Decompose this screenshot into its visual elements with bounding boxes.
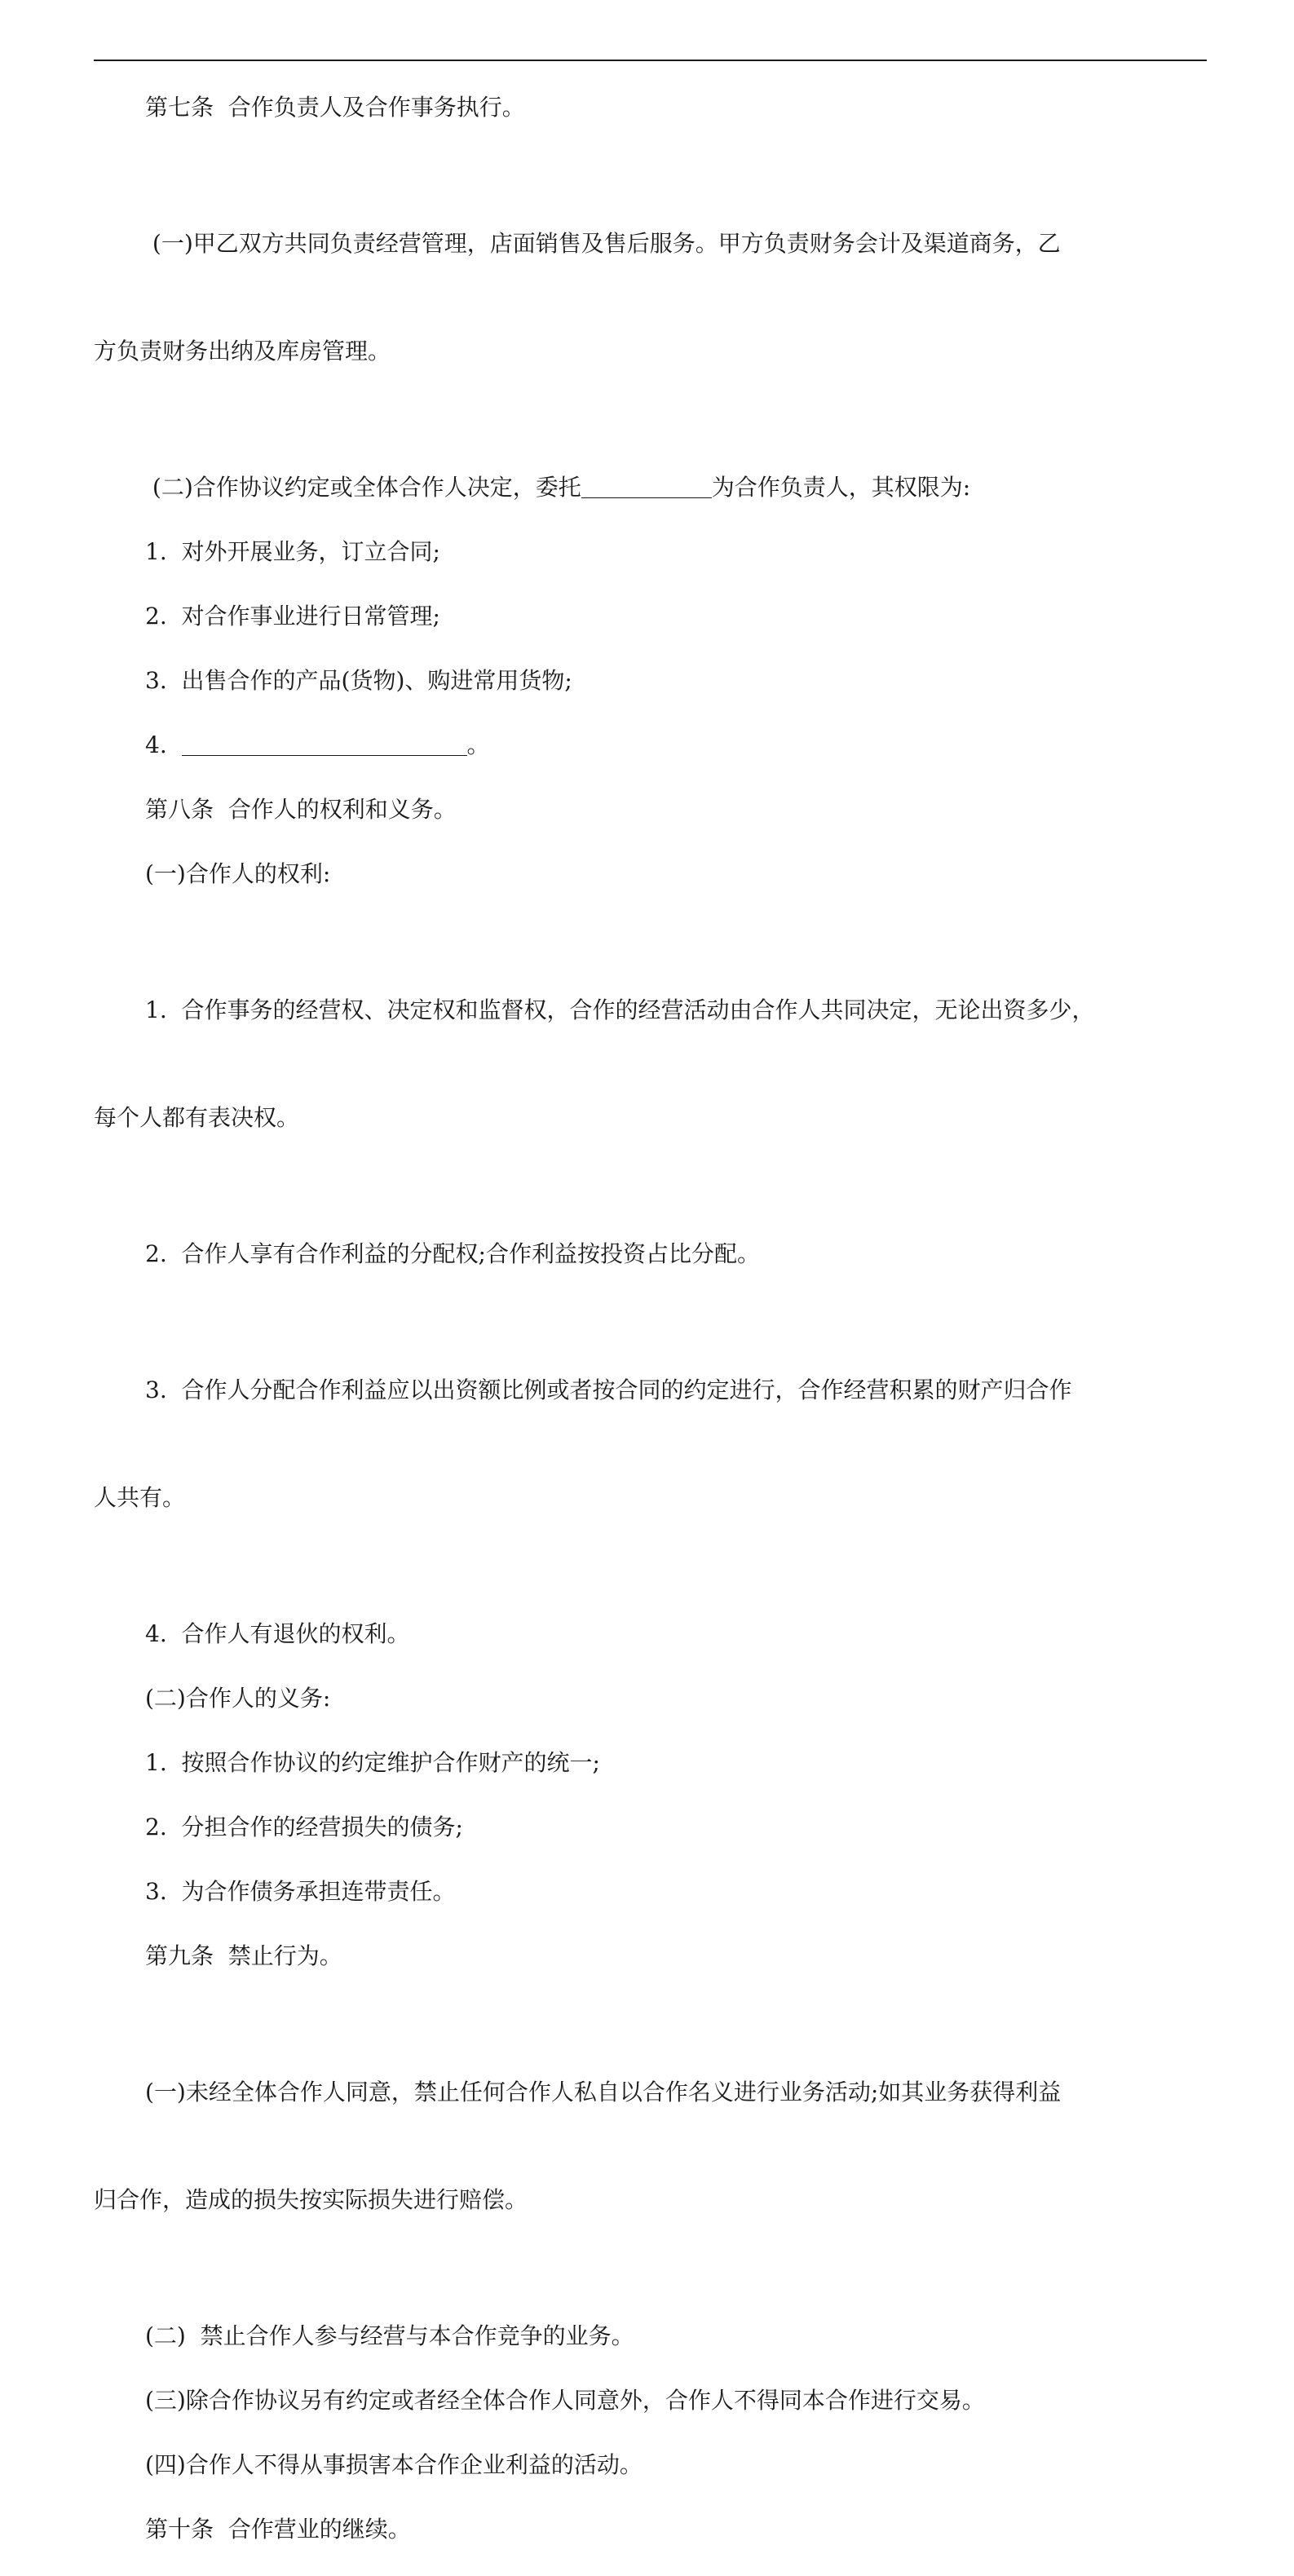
article-7-heading: 第七条 合作负责人及合作事务执行。 [145,94,525,121]
article-9-heading: 第九条 禁止行为。 [145,1942,342,1969]
paragraph-text: 4. [145,731,182,758]
header-rule [94,60,1207,61]
document-body [94,90,1207,2576]
paragraph-text: (二)合作协议约定或全体合作人决定，委托 [145,474,581,501]
article-8-heading: 第八条 合作人的权利和义务。 [145,796,457,823]
authority-item-1: 1. 对外开展业务，订立合同; [145,538,440,565]
rights-item-3 [94,1301,1207,1588]
rights-heading: (一)合作人的权利: [145,860,331,887]
paragraph-line: (一)未经全体合作人同意，禁止任何合作人私自以合作名义进行业务活动;如其业务获得利益 [145,2079,1062,2105]
authority-item-4 [145,727,1207,763]
paragraph-text: 。 [466,731,490,758]
paragraph-line: 归合作，造成的损失按实际损失进行赔偿。 [94,2186,528,2213]
paragraph-line: 每个人都有表决权。 [94,1104,300,1131]
paragraph-text: 为合作负责人，其权限为: [711,474,971,501]
rights-item-2: 2. 合作人享有合作利益的分配权;合作利益按投资占比分配。 [145,1240,760,1267]
paragraph-line: (一)甲乙双方共同负责经营管理，店面销售及售后服务。甲方负责财务会计及渠道商务，乙 [145,230,1061,257]
prohibition-item-4: (四)合作人不得从事损害本合作企业利益的活动。 [145,2451,643,2478]
paragraph-line: 人共有。 [94,1484,186,1511]
paragraph-line: 1. 合作事务的经营权、决定权和监督权，合作的经营活动由合作人共同决定，无论出资多少， [145,996,1095,1023]
fill-in-blank [581,473,712,498]
prohibition-item-1 [94,2003,1207,2290]
duties-item-2: 2. 分担合作的经营损失的债务; [145,1814,463,1840]
prohibition-item-2: (二) 禁止合作人参与经营与本合作竞争的业务。 [145,2322,634,2349]
rights-item-1 [94,921,1207,1208]
duties-item-1: 1. 按照合作协议的约定维护合作财产的统一; [145,1749,600,1776]
article-7-clause-2 [145,470,1207,506]
paragraph-line: 3. 合作人分配合作利益应以出资额比例或者按合同的约定进行，合作经营积累的财产归合作 [145,1376,1072,1403]
rights-item-4: 4. 合作人有退伙的权利。 [145,1620,410,1647]
article-7-clause-1 [94,154,1207,441]
paragraph-line: 方负责财务出纳及库房管理。 [94,338,391,365]
authority-item-2: 2. 对合作事业进行日常管理; [145,603,440,630]
duties-heading: (二)合作人的义务: [145,1685,331,1712]
article-10-heading: 第十条 合作营业的继续。 [145,2516,411,2543]
authority-item-3: 3. 出售合作的产品(货物)、购进常用货物; [145,667,572,694]
fill-in-blank [182,731,467,756]
prohibition-item-3: (三)除合作协议另有约定或者经全体合作人同意外，合作人不得同本合作进行交易。 [145,2387,985,2414]
duties-item-3: 3. 为合作债务承担连带责任。 [145,1878,456,1905]
